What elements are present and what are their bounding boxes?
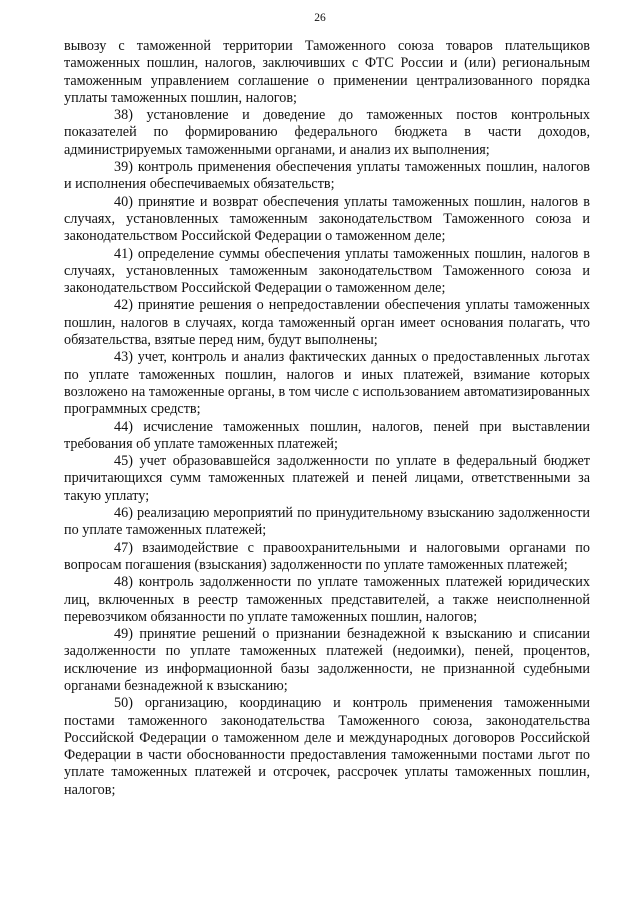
paragraph-item-38: 38) установление и доведение до таможенных постов контрольных показателей по формированию федерального бюджета в части доходов, администрируемых таможенными органами, и анализ их выполнения; (64, 107, 590, 158)
paragraph-item-50: 50) организацию, координацию и контроль применения таможенными постами таможенного законодательства Таможенного союза, законодательства Российской Федерации о таможенном деле и международных договоров Российской Федерации в части обоснованности предоставления таможенными постами льгот по уплате таможенных платежей и отсрочек, рассрочек уплаты таможенных пошлин, налогов; (64, 695, 590, 798)
paragraph-continuation: вывозу с таможенной территории Таможенного союза товаров плательщиков таможенных пошлин, налогов, заключивших с ФТС России и (или) региональным таможенным управлением соглашение о применении централизованного порядка уплаты таможенных пошлин, налогов; (64, 38, 590, 106)
paragraph-item-42: 42) принятие решения о непредоставлении обеспечения уплаты таможенных пошлин, налогов в случаях, когда таможенный орган имеет основания полагать, что обязательства, взятые перед ним, будут выполнены; (64, 297, 590, 349)
paragraph-item-48: 48) контроль задолженности по уплате таможенных платежей юридических лиц, включенных в реестр таможенных представителей, а также неисполненной перевозчиком обязанности по уплате таможенных пошлин, налогов; (64, 574, 590, 625)
paragraph-item-44: 44) исчисление таможенных пошлин, налогов, пеней при выставлении требования об уплате таможенных платежей; (64, 418, 590, 452)
paragraph-item-39: 39) контроль применения обеспечения уплаты таможенных пошлин, налогов и исполнения обеспечиваемых обязательств; (64, 159, 590, 193)
paragraph-item-49: 49) принятие решений о признании безнадежной к взысканию и списании задолженности по уплате таможенных платежей (недоимки), пеней, процентов, исключение из информационной базы задолженности, не признанной судебными органами безнадежной к взысканию; (64, 626, 590, 694)
paragraph-item-45: 45) учет образовавшейся задолженности по уплате в федеральный бюджет причитающихся сумм таможенных платежей и пеней лицами, ответственными за такую уплату; (64, 453, 590, 504)
paragraph-item-46: 46) реализацию мероприятий по принудительному взысканию задолженности по уплате таможенных платежей; (64, 505, 590, 539)
paragraph-item-41: 41) определение суммы обеспечения уплаты таможенных пошлин, налогов в случаях, установленных таможенным законодательством Таможенного союза и законодательством Российской Федерации о таможенном деле; (64, 245, 590, 297)
paragraph-item-43: 43) учет, контроль и анализ фактических данных о предоставленных льготах по уплате таможенных пошлин, налогов и иных платежей, взимание которых возложено на таможенные органы, в том числе с использованием автоматизированных программных средств; (64, 349, 590, 418)
document-body (64, 38, 590, 799)
paragraph-item-40: 40) принятие и возврат обеспечения уплаты таможенных пошлин, налогов в случаях, установленных таможенным законодательством Таможенного союза и законодательством Российской Федерации о таможенном деле; (64, 193, 590, 245)
page-number: 26 (314, 12, 326, 24)
paragraph-item-47: 47) взаимодействие с правоохранительными и налоговыми органами по вопросам погашения (взыскания) задолженности по уплате таможенных платежей; (64, 539, 590, 573)
